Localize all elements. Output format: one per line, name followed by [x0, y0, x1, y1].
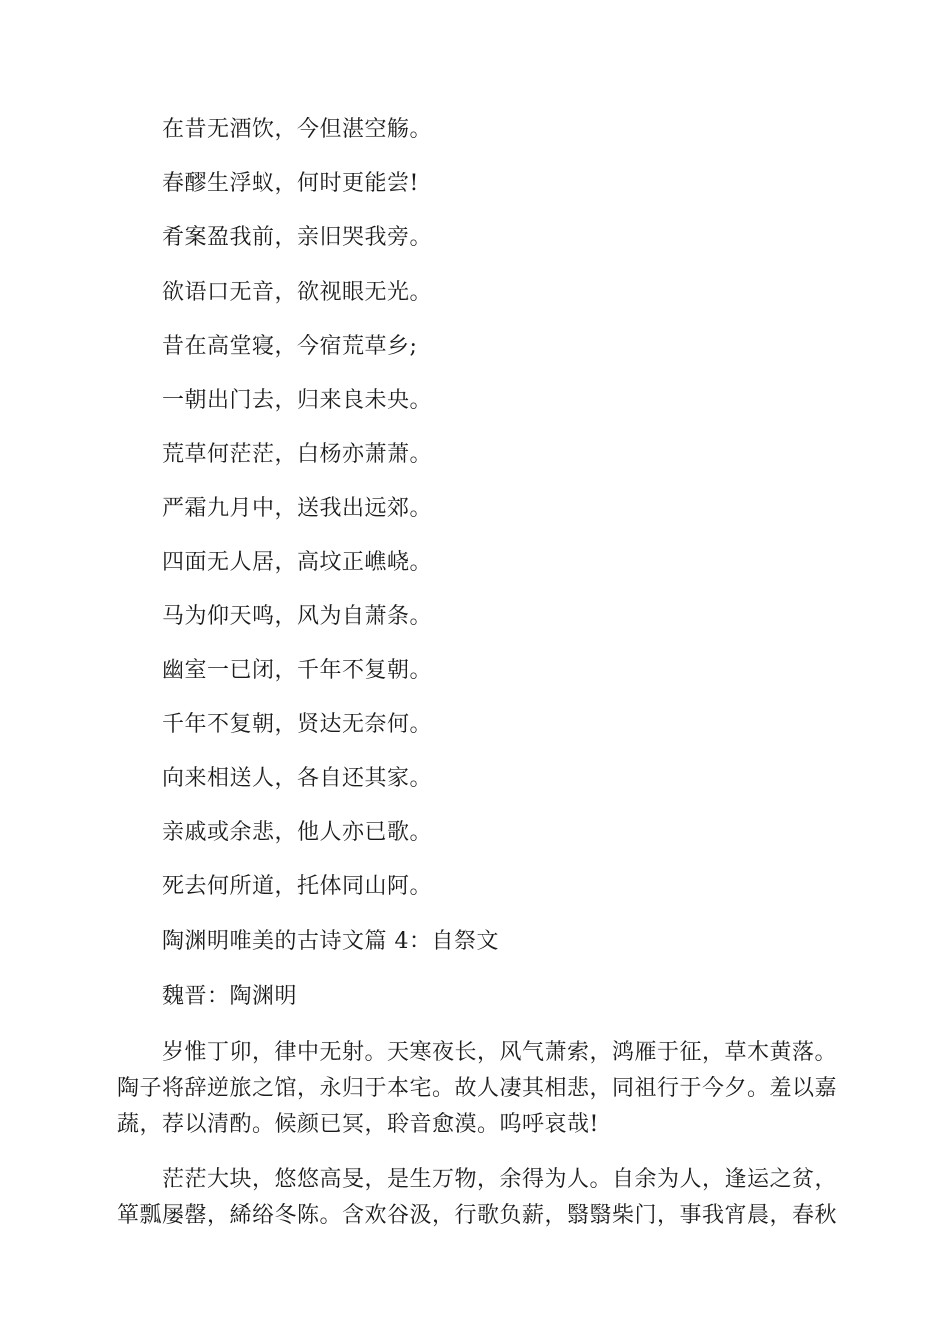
- poem-line: 欲语口无音，欲视眼无光。: [162, 280, 433, 305]
- poem-line: 春醪生浮蚁，何时更能尝!: [162, 171, 419, 196]
- poem-line: 幽室一已闭，千年不复朝。: [162, 658, 433, 683]
- poem-line: 在昔无酒饮，今但湛空觞。: [162, 117, 433, 142]
- poem-line: 四面无人居，高坟正嶕峣。: [162, 550, 433, 575]
- poem-line: 肴案盈我前，亲旧哭我旁。: [162, 225, 433, 250]
- poem-line: 荒草何茫茫，白杨亦萧萧。: [162, 442, 433, 467]
- body-paragraph: 岁惟丁卯，律中无射。天寒夜长，风气萧索，鸿雁于征，草木黄落。陶子将辞逆旅之馆，永归于本宅。故人凄其相悲，同祖行于今夕。羞以嘉蔬，荐以清酌。候颜已冥，聆音愈漠。呜呼哀哉!: [117, 1040, 838, 1137]
- poem-line: 向来相送人，各自还其家。: [162, 766, 433, 791]
- poem-line: 严霜九月中，送我出远郊。: [162, 496, 433, 521]
- body-paragraph: 茫茫大块，悠悠高旻，是生万物，余得为人。自余为人，逢运之贫，箪瓢屡罄，絺绤冬陈。含欢谷汲，行歌负薪，翳翳柴门，事我宵晨，春秋: [117, 1167, 838, 1228]
- poem-line: 死去何所道，托体同山阿。: [162, 874, 433, 899]
- poem-line: 马为仰天鸣，风为自萧条。: [162, 604, 433, 629]
- poem-line: 一朝出门去，归来良未央。: [162, 388, 433, 413]
- poem-line: 昔在高堂寝，今宿荒草乡;: [162, 334, 418, 359]
- poem-line: 千年不复朝，贤达无奈何。: [162, 712, 433, 737]
- section-title: 陶渊明唯美的古诗文篇 4：自祭文: [162, 929, 499, 954]
- poem-line: 亲戚或余悲，他人亦已歌。: [162, 820, 433, 845]
- author-line: 魏晋：陶渊明: [162, 984, 298, 1009]
